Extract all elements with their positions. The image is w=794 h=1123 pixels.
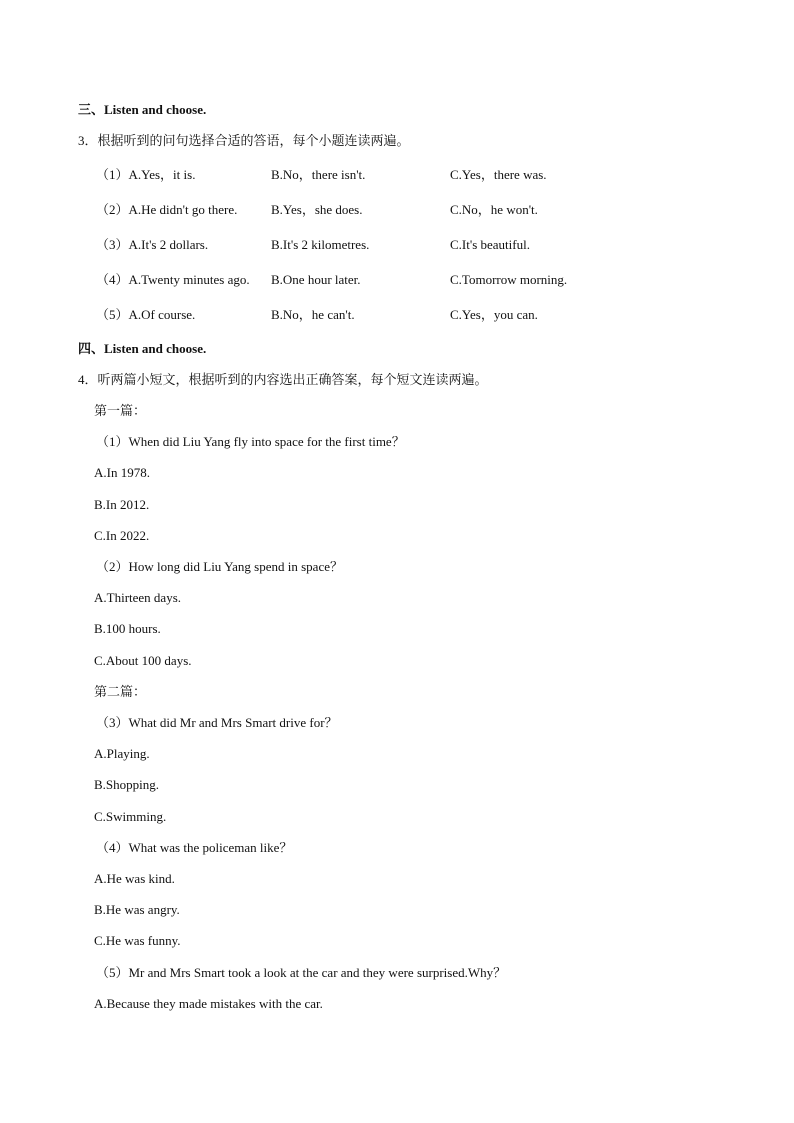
s3-q2-option-b: B.Yes，she does. [271, 202, 363, 217]
section3-heading: 三、Listen and choose. [78, 102, 207, 117]
s4-question-5: （5）Mr and Mrs Smart took a look at the car and they were surprised.Why？ [96, 965, 507, 980]
section4-instruction: 4．听两篇小短文，根据听到的内容选出正确答案，每个短文连读两遍。 [78, 372, 488, 387]
s4-q1-option-a: A.In 1978. [94, 465, 150, 480]
s3-q1-option-a: （1）A.Yes，it is. [96, 167, 196, 182]
s3-q1-option-b: B.No，there isn't. [271, 167, 366, 182]
s3-q1-option-c: C.Yes，there was. [450, 167, 547, 182]
s3-q4-option-c: C.Tomorrow morning. [450, 272, 568, 287]
s4-q4-option-b: B.He was angry. [94, 902, 180, 917]
s4-q3-option-c: C.Swimming. [94, 809, 167, 824]
s4-q1-option-b: B.In 2012. [94, 497, 150, 512]
passage2-label: 第二篇： [94, 684, 147, 699]
s4-q4-option-a: A.He was kind. [94, 871, 175, 886]
s3-q3-option-c: C.It's beautiful. [450, 237, 530, 252]
passage1-label: 第一篇： [94, 403, 147, 418]
s4-q1-option-c: C.In 2022. [94, 528, 150, 543]
s3-q2-option-c: C.No，he won't. [450, 202, 538, 217]
s4-question-1: （1）When did Liu Yang fly into space for the first time？ [96, 434, 405, 449]
s4-q3-option-a: A.Playing. [94, 746, 150, 761]
section3-instruction: 3．根据听到的问句选择合适的答语，每个小题连读两遍。 [78, 133, 410, 148]
s4-question-4: （4）What was the policeman like？ [96, 840, 293, 855]
s3-q3-option-b: B.It's 2 kilometres. [271, 237, 370, 252]
s3-q2-option-a: （2）A.He didn't go there. [96, 202, 238, 217]
s4-q3-option-b: B.Shopping. [94, 777, 160, 792]
s3-q5-option-a: （5）A.Of course. [96, 307, 196, 322]
s3-q4-option-b: B.One hour later. [271, 272, 361, 287]
s4-q2-option-b: B.100 hours. [94, 621, 161, 636]
s4-question-3: （3）What did Mr and Mrs Smart drive for？ [96, 715, 338, 730]
s4-question-2: （2）How long did Liu Yang spend in space？ [96, 559, 343, 574]
s3-q5-option-c: C.Yes，you can. [450, 307, 538, 322]
section4-heading: 四、Listen and choose. [78, 341, 207, 356]
s3-q5-option-b: B.No，he can't. [271, 307, 355, 322]
s3-q3-option-a: （3）A.It's 2 dollars. [96, 237, 209, 252]
s4-q2-option-c: C.About 100 days. [94, 653, 192, 668]
s3-q4-option-a: （4）A.Twenty minutes ago. [96, 272, 250, 287]
s4-q5-option-a: A.Because they made mistakes with the car. [94, 996, 323, 1011]
s4-q4-option-c: C.He was funny. [94, 933, 181, 948]
s4-q2-option-a: A.Thirteen days. [94, 590, 182, 605]
